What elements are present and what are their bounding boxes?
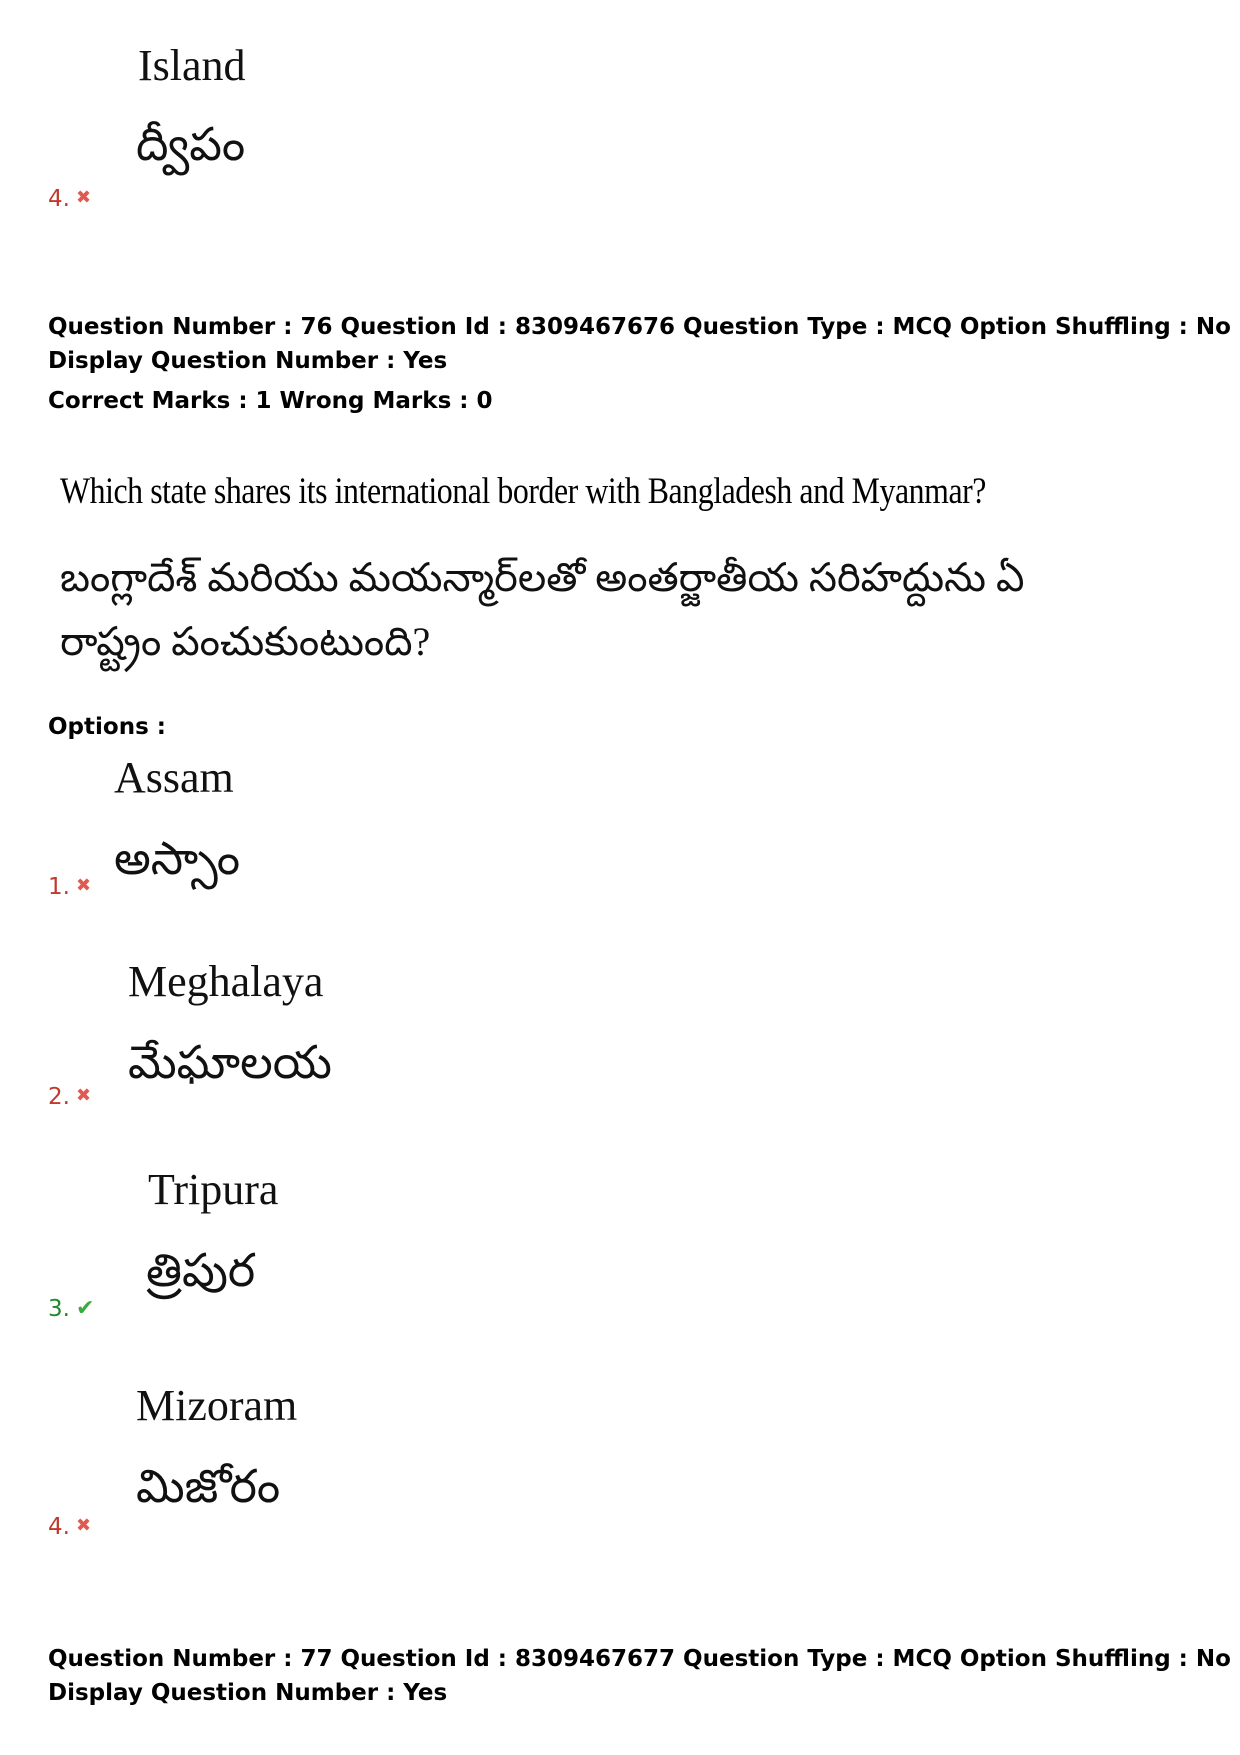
question-76-text-telugu-line1: బంగ్లాదేశ్ మరియు మయన్మార్‌లతో అంతర్జాతీయ సరిహద్దును ఏ	[60, 555, 1025, 600]
option-2-english: Meghalaya	[128, 957, 324, 1006]
question-77-meta-line1: Question Number : 77 Question Id : 8309467677 Question Type : MCQ Option Shuffling : No	[48, 1646, 1231, 1672]
question-76-text-telugu-line2: రాష్ట్రం పంచుకుంటుంది?	[60, 619, 431, 664]
question-76-marks: Correct Marks : 1 Wrong Marks : 0	[48, 388, 493, 414]
option-4-number	[48, 1516, 91, 1539]
option-4-english: Mizoram	[136, 1381, 298, 1430]
option-number-label: 4.	[48, 186, 70, 212]
option-number-label: 4.	[48, 1514, 70, 1540]
options-label: Options :	[48, 714, 166, 740]
cross-icon: ✖	[75, 1515, 92, 1536]
option-3-telugu: త్రిపుర	[146, 1245, 256, 1296]
option-2-telugu: మేఘాలయ	[128, 1037, 332, 1088]
option-3-number	[48, 1298, 94, 1321]
option-1-english: Assam	[114, 753, 234, 802]
option-3-english: Tripura	[148, 1165, 279, 1214]
option-1-telugu: అస్సాం	[114, 833, 241, 884]
cross-icon: ✖	[75, 187, 92, 208]
question-77-meta-line2: Display Question Number : Yes	[48, 1680, 448, 1706]
cross-icon: ✖	[75, 875, 92, 896]
option-4-telugu: మిజోరం	[136, 1461, 281, 1512]
prev-option-4-telugu: ద్వీపం	[136, 119, 246, 170]
option-number-label: 2.	[48, 1084, 70, 1110]
option-number-label: 3.	[48, 1296, 70, 1322]
option-2-number	[48, 1086, 91, 1109]
question-76-meta-line1: Question Number : 76 Question Id : 8309467676 Question Type : MCQ Option Shuffling : No	[48, 314, 1231, 340]
option-1-number	[48, 876, 91, 899]
prev-option-4-english: Island	[138, 41, 246, 90]
check-icon: ✔	[75, 1296, 95, 1321]
question-76-text-english: Which state shares its international border with Bangladesh and Myanmar?	[60, 471, 987, 512]
question-76-meta-line2: Display Question Number : Yes	[48, 348, 448, 374]
option-number-label: 1.	[48, 874, 70, 900]
cross-icon: ✖	[75, 1085, 92, 1106]
prev-option-4-number	[48, 188, 91, 211]
